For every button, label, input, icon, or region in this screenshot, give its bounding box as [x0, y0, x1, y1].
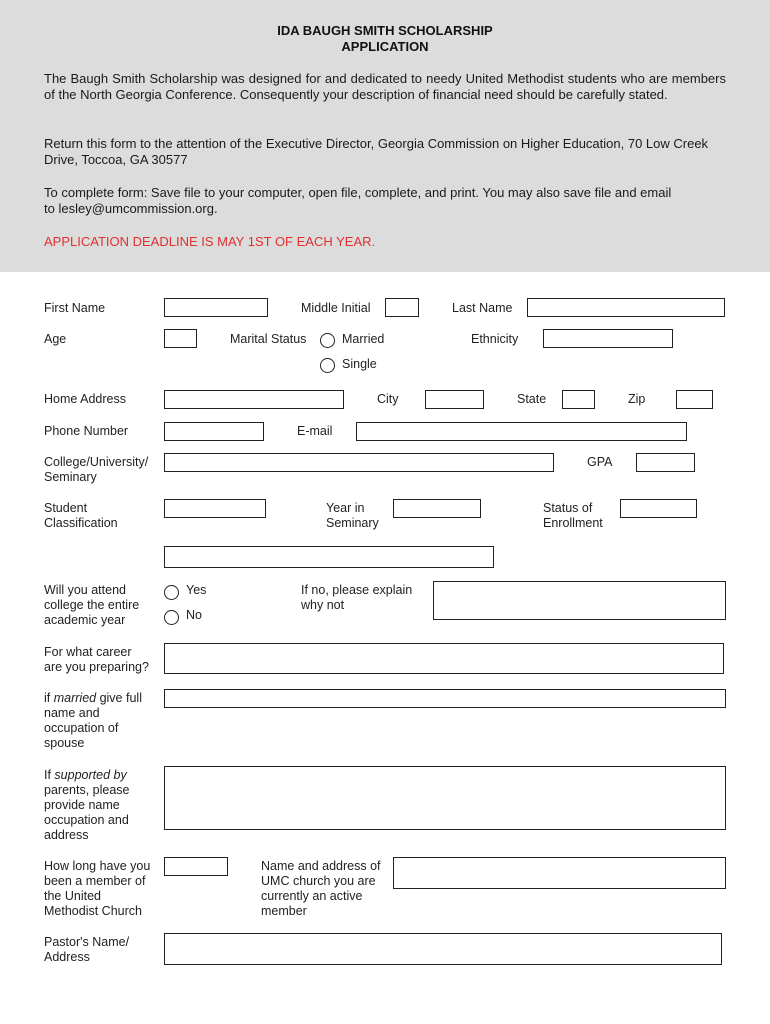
status-of-enrollment-label: Status of Enrollment: [543, 501, 603, 530]
gpa-label: GPA: [587, 455, 613, 469]
church-name-field[interactable]: [393, 857, 726, 889]
parents-info-field[interactable]: [164, 766, 726, 830]
spouse-label: [44, 691, 142, 751]
first-name-field[interactable]: [164, 298, 268, 317]
last-name-field[interactable]: [527, 298, 725, 317]
married-radio[interactable]: [320, 333, 335, 348]
form-title-line1: IDA BAUGH SMITH SCHOLARSHIP: [277, 23, 493, 38]
return-line2: Drive, Toccoa, GA 30577: [44, 152, 188, 167]
deadline-notice: APPLICATION DEADLINE IS MAY 1ST OF EACH YEAR.: [44, 234, 376, 249]
student-classification-label: Student Classification: [44, 501, 118, 530]
gpa-field[interactable]: [636, 453, 695, 472]
home-address-field[interactable]: [164, 390, 344, 409]
pastor-label: Pastor's Name/ Address: [44, 935, 130, 964]
phone-number-field[interactable]: [164, 422, 264, 441]
student-classification-field[interactable]: [164, 499, 266, 518]
phone-number-label: Phone Number: [44, 424, 129, 438]
career-field[interactable]: [164, 643, 724, 674]
complete-line2: to lesley@umcommission.org.: [44, 201, 218, 216]
email-label: E-mail: [297, 424, 333, 438]
yes-radio[interactable]: [164, 585, 179, 600]
single-label: Single: [342, 357, 377, 371]
spouse-field[interactable]: [164, 689, 726, 708]
married-label: Married: [342, 332, 385, 346]
middle-initial-field[interactable]: [385, 298, 419, 317]
supported-label: [44, 768, 129, 843]
no-radio[interactable]: [164, 610, 179, 625]
age-field[interactable]: [164, 329, 197, 348]
instructions-panel: [0, 0, 770, 272]
complete-line1: To complete form: Save file to your computer, open file, complete, and print. You may also save file and email: [44, 185, 672, 200]
status-of-enrollment-field[interactable]: [620, 499, 697, 518]
last-name-label: Last Name: [452, 301, 513, 315]
year-in-seminary-field[interactable]: [393, 499, 481, 518]
attend-question-label: Will you attend college the entire academic year: [44, 583, 140, 627]
supported-label-emphasis: supported by: [54, 768, 127, 782]
if-no-explain-label: If no, please explain why not: [301, 583, 413, 612]
supported-label-prefix: If: [44, 768, 55, 782]
membership-length-label: How long have you been a member of the United Methodist Church: [44, 859, 151, 918]
no-label: No: [186, 608, 202, 622]
ethnicity-label: Ethnicity: [471, 332, 519, 346]
year-in-seminary-label: Year in Seminary: [326, 501, 379, 530]
spouse-label-prefix: if: [44, 691, 54, 705]
ethnicity-field[interactable]: [543, 329, 673, 348]
supported-label-rest: parents, please provide name occupation and address: [44, 783, 130, 842]
college-label: College/University/ Seminary: [44, 455, 149, 484]
state-label: State: [517, 392, 547, 406]
single-radio[interactable]: [320, 358, 335, 373]
middle-initial-label: Middle Initial: [301, 301, 371, 315]
form-title-line2: APPLICATION: [341, 39, 429, 54]
city-label: City: [377, 392, 399, 406]
state-field[interactable]: [562, 390, 595, 409]
zip-field[interactable]: [676, 390, 713, 409]
membership-length-field[interactable]: [164, 857, 228, 876]
spouse-label-emphasis: married: [53, 691, 97, 705]
age-label: Age: [44, 332, 67, 346]
return-line1: Return this form to the attention of the Executive Director, Georgia Commission on Higher Education, 70 Low Creek: [44, 136, 709, 151]
if-no-explain-field[interactable]: [433, 581, 726, 620]
college-field[interactable]: [164, 453, 554, 472]
first-name-label: First Name: [44, 301, 106, 315]
career-label: For what career are you preparing?: [44, 645, 149, 674]
zip-label: Zip: [628, 392, 646, 406]
church-name-label: Name and address of UMC church you are currently an active member: [261, 859, 381, 918]
city-field[interactable]: [425, 390, 484, 409]
intro-paragraph: The Baugh Smith Scholarship was designed for and dedicated to needy United Methodist students who are members of the North Georgia Conference. Consequently your description of financial need should be carefully stated.: [44, 71, 726, 102]
home-address-label: Home Address: [44, 392, 126, 406]
yes-label: Yes: [186, 583, 207, 597]
email-field[interactable]: [356, 422, 687, 441]
additional-info-field[interactable]: [164, 546, 494, 568]
pastor-field[interactable]: [164, 933, 722, 965]
spouse-label-rest: give full name and occupation of spouse: [44, 691, 142, 750]
marital-status-label: Marital Status: [230, 332, 307, 346]
